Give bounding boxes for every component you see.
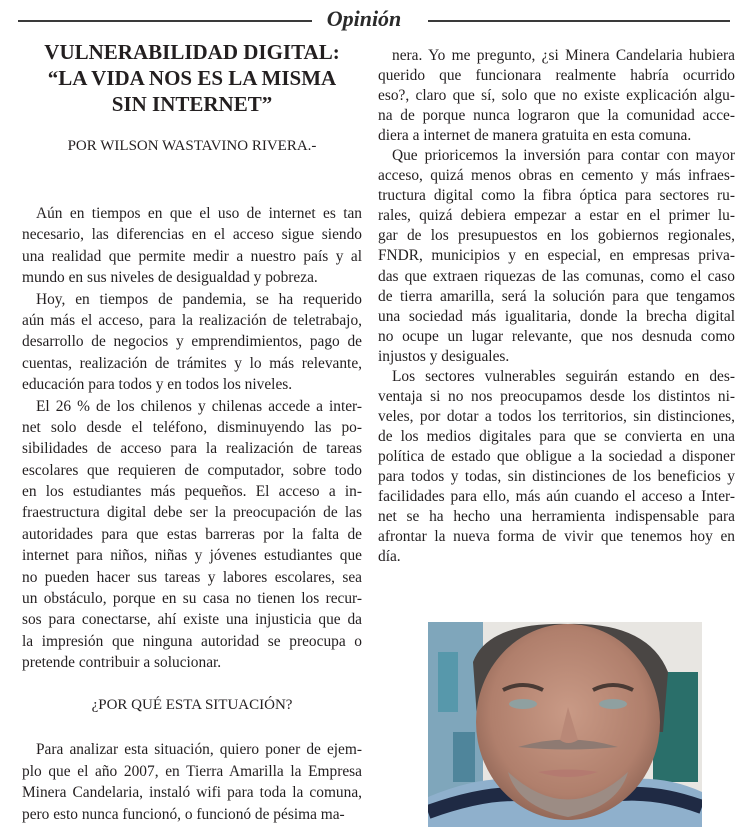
text-line: educación para todos y en todos los niveles. <box>22 376 293 394</box>
paragraph <box>378 146 735 367</box>
text-line: Hoy, en tiempos de pandemia, se ha requerido <box>36 290 362 308</box>
author-photo <box>428 622 702 827</box>
text-line: plo que el año 2007, en Tierra Amarilla la Empresa <box>22 762 362 780</box>
text-line: sibilidades de acceso para la realización de tareas <box>22 440 362 458</box>
subheading: ¿POR QUÉ ESTA SITUACIÓN? <box>91 697 293 713</box>
text-line: net solo desde el teléfono, disminuyendo las po- <box>22 418 362 436</box>
paragraph <box>22 289 362 396</box>
text-line: aún más el acceso, para la realización de teletrabajo, <box>22 311 362 329</box>
article-title <box>22 39 362 117</box>
text-line: acceso, quizá menos obras en cemento y más infraes- <box>378 167 735 185</box>
text-line: una sociedad más igualitaria, donde la brecha digital <box>378 307 735 325</box>
text-line: necesario, las diferencias en el acceso sigue siendo <box>22 226 362 244</box>
text-line: Aún en tiempos en que el uso de internet es tan <box>36 205 362 222</box>
text-line: nera. Yo me pregunto, ¿si Minera Candelaria hubiera <box>392 47 735 64</box>
text-line: política de estado que obligue a la sociedad a disponer <box>378 447 735 465</box>
header-rule-right <box>428 20 730 22</box>
text-line: gar de los presupuestos en los gobiernos regionales, <box>378 227 735 245</box>
text-line: net se ha hecho una herramienta indispensable para <box>378 508 735 526</box>
author-byline: POR WILSON WASTAVINO RIVERA.- <box>67 138 317 154</box>
text-line: diera a internet de manera gratuita en esta comuna. <box>378 127 692 145</box>
text-line: afrontar la nueva forma de vivir que tenemos hoy en <box>378 528 735 546</box>
left-column-body-2 <box>22 739 362 825</box>
text-line: sos para conectarse, ahí existe una injusticia que da <box>22 611 362 629</box>
text-line: eso?, claro que sí, solo que no existe explicación algu- <box>378 87 735 105</box>
text-line: la impresión que ninguna autoridad se preocupa o <box>22 632 362 650</box>
title-line: SIN INTERNET” <box>111 92 273 116</box>
text-line: Para analizar esta situación, quiero poner de ejem- <box>36 741 362 758</box>
title-line: VULNERABILIDAD DIGITAL: <box>44 40 340 64</box>
text-line: para todos y todas, sin distinciones de los beneficios y <box>378 467 735 485</box>
text-line: día. <box>378 548 401 566</box>
text-line: veles, por dotar a todos los territorios, sin distinciones, <box>378 407 735 425</box>
text-line: autoridades para que estas barreras por la falta de <box>22 525 362 543</box>
text-line: Que prioricemos la inversión para contar con mayor <box>392 147 735 165</box>
text-line: una realidad que permite medir a nuestro país y al <box>22 247 362 265</box>
text-line: no ocupe un lugar relevante, que nos desnuda como <box>378 327 735 345</box>
paragraph <box>22 739 362 825</box>
text-line: en los estudiantes más pequeños. El acceso a in- <box>22 483 362 501</box>
text-line: ventaja si no nos preocupamos desde los distintos ni- <box>378 387 735 405</box>
paragraph <box>378 46 735 146</box>
text-line: na de porque nunca lograron que la comunidad acce- <box>378 107 735 125</box>
text-line: desarrollo de negocios y emprendimientos, pago de <box>22 333 362 351</box>
text-line: de tierra amarilla, será la solución para que tengamos <box>378 287 735 305</box>
text-line: injustos y desiguales. <box>378 347 510 365</box>
text-line: escolares que requieren de computador, sobre todo <box>22 461 362 479</box>
text-line: querido que funcionara realmente habría ocurrido <box>378 67 735 85</box>
text-line: tructura digital como la fibra óptica para sectores ru- <box>378 187 735 205</box>
left-column-body <box>22 203 362 674</box>
text-line: rales, quizá debiera empezar a estar en el primer lu- <box>378 207 735 225</box>
text-line: no pueden hacer sus tareas y labores escolares, sea <box>22 568 362 586</box>
text-line: Los sectores vulnerables seguirán estando en des- <box>392 367 735 385</box>
paragraph <box>22 396 362 674</box>
text-line: pretende contribuir a solucionar. <box>22 654 222 672</box>
text-line: fraestructura digital debe ser la preocupación de las <box>22 504 362 522</box>
text-line: FNDR, municipios y en especial, en empresas priva- <box>378 247 735 265</box>
text-line: un obstáculo, porque en su casa no tienen los recur- <box>22 590 362 608</box>
text-line: de los medios digitales para que se convierta en una <box>378 427 735 445</box>
section-title: Opinión <box>326 6 402 31</box>
text-line: Minera Candelaria, instaló wifi para toda la comuna, <box>22 784 362 802</box>
text-line: mundo en sus niveles de desigualdad y pobreza. <box>22 269 318 287</box>
paragraph <box>378 367 735 567</box>
text-line: das que extraen riquezas de las comunas, como el caso <box>378 267 735 285</box>
paragraph <box>22 203 362 289</box>
header-rule-left <box>18 20 312 22</box>
text-line: pero esto nunca funcionó, o funcionó de pésima ma- <box>22 805 345 823</box>
text-line: cuentas, realización de trámites y lo más relevante, <box>22 354 362 372</box>
text-line: El 26 % de los chilenos y chilenas accede a inter- <box>36 397 362 415</box>
text-line: facilidades para ello, más aún cuando el acceso a Inter- <box>378 488 735 506</box>
right-column-body <box>378 46 735 567</box>
title-line: “LA VIDA NOS ES LA MISMA <box>47 66 337 90</box>
text-line: internet para niños, niñas y jóvenes estudiantes que <box>22 547 362 565</box>
